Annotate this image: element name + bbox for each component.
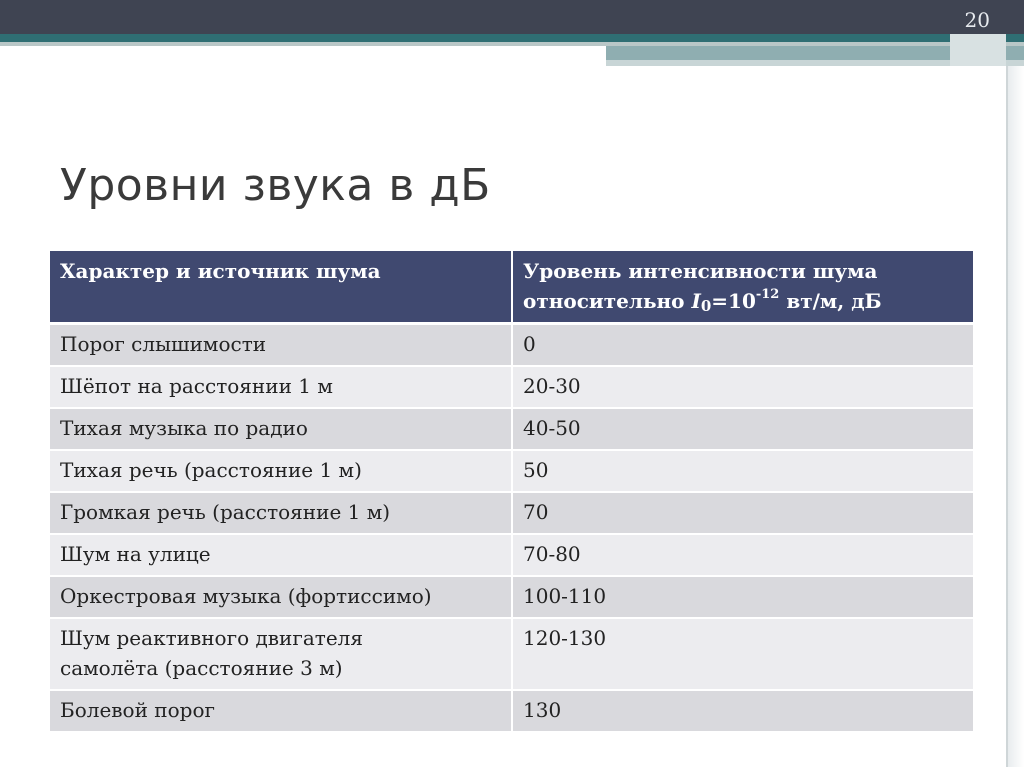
header-intensity-symbol: I bbox=[691, 289, 701, 313]
header-intensity-prefix: относительно bbox=[523, 289, 692, 313]
top-accent-line bbox=[0, 34, 1024, 42]
header-intensity-units: вт/м, дБ bbox=[779, 289, 882, 313]
slide-frame-shadow bbox=[1008, 66, 1024, 767]
noise-level-cell: 20-30 bbox=[512, 366, 974, 408]
table-row bbox=[50, 576, 974, 618]
header-intensity-line1: Уровень интенсивности шума bbox=[523, 259, 878, 283]
table-row bbox=[50, 534, 974, 576]
noise-source-cell: Порог слышимости bbox=[50, 324, 512, 367]
noise-source-cell: Болевой порог bbox=[50, 690, 512, 732]
noise-source-cell bbox=[50, 618, 512, 690]
table-row bbox=[50, 366, 974, 408]
noise-source-line1: Шум реактивного двигателя bbox=[60, 626, 363, 650]
table-row bbox=[50, 690, 974, 732]
noise-level-cell: 40-50 bbox=[512, 408, 974, 450]
table-row bbox=[50, 324, 974, 367]
table-row bbox=[50, 492, 974, 534]
noise-source-cell: Тихая музыка по радио bbox=[50, 408, 512, 450]
noise-source-cell: Громкая речь (расстояние 1 м) bbox=[50, 492, 512, 534]
table-row bbox=[50, 408, 974, 450]
noise-level-cell: 120-130 bbox=[512, 618, 974, 690]
header-noise-source bbox=[50, 251, 512, 324]
noise-level-cell: 50 bbox=[512, 450, 974, 492]
header-intensity-subscript: 0 bbox=[700, 297, 712, 315]
noise-source-line2: самолёта (расстояние 3 м) bbox=[60, 656, 343, 680]
table-row bbox=[50, 450, 974, 492]
table-header-row bbox=[50, 251, 974, 324]
header-intensity-level bbox=[512, 251, 974, 324]
header-intensity-equals: =10 bbox=[711, 289, 756, 313]
noise-source-cell: Оркестровая музыка (фортиссимо) bbox=[50, 576, 512, 618]
header-noise-source-label: Характер и источник шума bbox=[60, 259, 381, 283]
header-intensity-line2 bbox=[523, 286, 963, 318]
table-row bbox=[50, 618, 974, 690]
page-number: 20 bbox=[964, 8, 990, 32]
noise-level-cell: 0 bbox=[512, 324, 974, 367]
noise-level-cell: 70 bbox=[512, 492, 974, 534]
top-bar bbox=[0, 0, 1024, 34]
noise-level-cell: 100-110 bbox=[512, 576, 974, 618]
noise-level-cell: 130 bbox=[512, 690, 974, 732]
page-number-tab bbox=[950, 34, 1006, 66]
noise-level-cell: 70-80 bbox=[512, 534, 974, 576]
noise-source-cell: Шёпот на расстоянии 1 м bbox=[50, 366, 512, 408]
noise-source-cell: Тихая речь (расстояние 1 м) bbox=[50, 450, 512, 492]
slide-title: Уровни звука в дБ bbox=[60, 160, 491, 211]
noise-source-cell: Шум на улице bbox=[50, 534, 512, 576]
sound-levels-table bbox=[50, 251, 975, 733]
header-intensity-exponent: -12 bbox=[755, 287, 780, 303]
